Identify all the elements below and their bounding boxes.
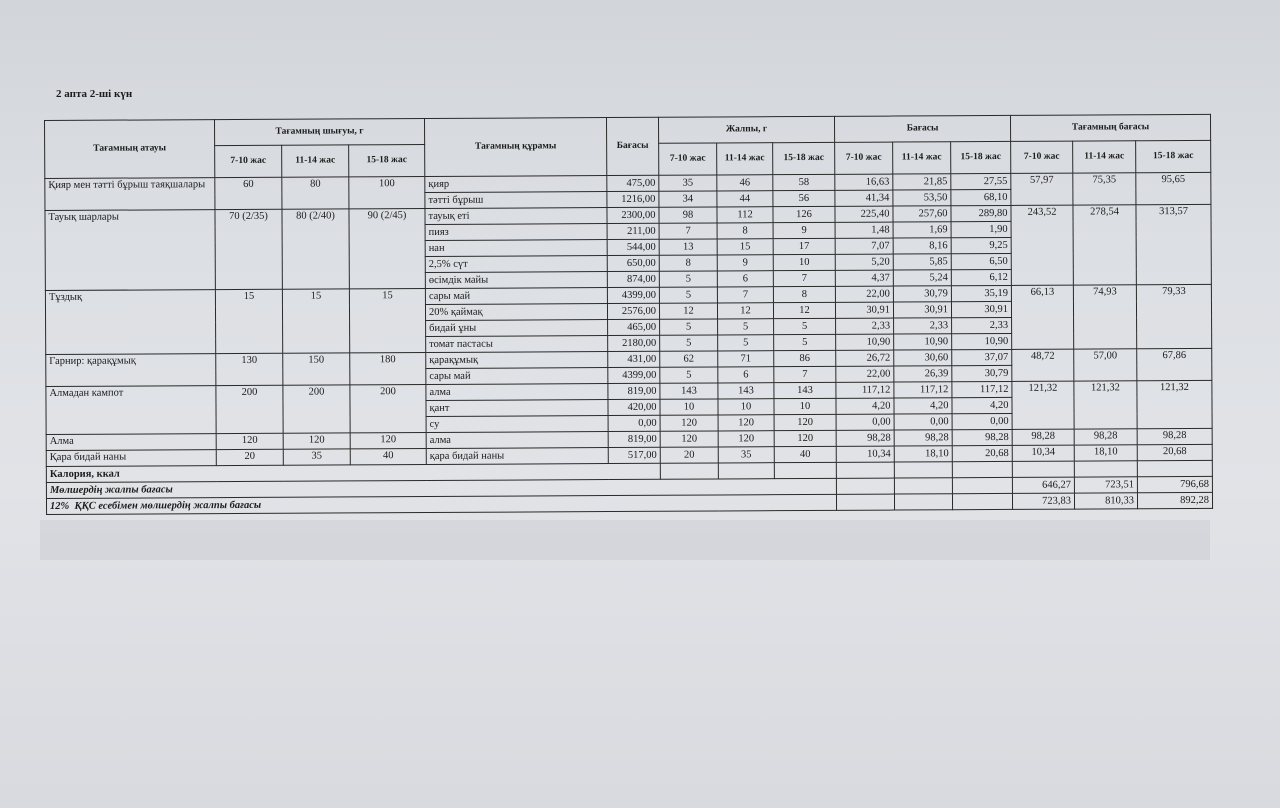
- group-price: 121,32: [1012, 381, 1074, 429]
- cost-value: 1,48: [835, 222, 893, 238]
- ingredient-price: 650,00: [607, 255, 659, 271]
- cost-value: 117,12: [836, 382, 894, 398]
- total-grams: 9: [773, 222, 835, 238]
- yield-value: 70 (2/35): [215, 209, 282, 289]
- cost-value: 7,07: [835, 238, 893, 254]
- total-grams: 8: [773, 286, 835, 302]
- cost-value: 5,20: [835, 254, 893, 270]
- ingredient-name: 20% қаймақ: [425, 304, 607, 321]
- ingredient-price: 2576,00: [607, 303, 659, 319]
- ingredient-price: 819,00: [608, 431, 660, 447]
- total-grams: 12: [773, 302, 835, 318]
- yield-value: 15: [282, 289, 349, 353]
- group-price: 95,65: [1136, 172, 1211, 204]
- total-grams: 120: [718, 415, 774, 431]
- total-grams: 143: [660, 383, 718, 399]
- empty-cell: [1137, 460, 1212, 476]
- yield-value: 60: [215, 177, 282, 209]
- ingredient-name: сары май: [425, 288, 607, 305]
- total-grams: 112: [717, 207, 773, 223]
- header-composition: Тағамның құрамы: [424, 118, 606, 177]
- total-grams: 7: [717, 287, 773, 303]
- age-header: 7-10 жас: [215, 145, 282, 177]
- age-header: 15-18 жас: [1136, 140, 1211, 172]
- group-price: 98,28: [1137, 428, 1212, 444]
- cost-value: 10,90: [894, 334, 952, 350]
- total-grams: 7: [774, 366, 836, 382]
- total-grams: 98: [659, 207, 717, 223]
- header-yield: Тағамның шығуы, г: [215, 119, 425, 146]
- food-name: Қара бидай наны: [46, 450, 216, 467]
- cost-value: 30,79: [893, 286, 951, 302]
- group-price: 57,00: [1074, 349, 1137, 381]
- group-price: 48,72: [1012, 349, 1074, 381]
- empty-cell: [894, 494, 952, 510]
- group-price: 10,34: [1012, 445, 1074, 461]
- ingredient-name: нан: [425, 240, 607, 257]
- cost-value: 0,00: [894, 414, 952, 430]
- age-header: 11-14 жас: [893, 142, 951, 174]
- cost-value: 8,16: [893, 238, 951, 254]
- yield-value: 200: [283, 385, 350, 433]
- cost-value: 98,28: [952, 429, 1012, 445]
- ingredient-name: тауық еті: [425, 208, 607, 225]
- cost-value: 22,00: [835, 286, 893, 302]
- total-grams: 120: [660, 415, 718, 431]
- cost-value: 37,07: [952, 349, 1012, 365]
- ingredient-price: 544,00: [607, 239, 659, 255]
- yield-value: 80: [282, 177, 349, 209]
- total-grams: 35: [718, 447, 774, 463]
- yield-value: 200: [216, 385, 283, 433]
- cost-value: 30,60: [894, 350, 952, 366]
- age-header: 15-18 жас: [773, 142, 835, 174]
- empty-cell: [1012, 461, 1074, 477]
- total-grams: 40: [774, 446, 836, 462]
- total-grams: 12: [717, 303, 773, 319]
- ingredient-price: 819,00: [608, 383, 660, 399]
- empty-cell: [952, 477, 1012, 493]
- cost-value: 4,37: [835, 270, 893, 286]
- yield-value: 40: [350, 449, 426, 465]
- total-grams: 34: [659, 191, 717, 207]
- vat-value: 810,33: [1074, 493, 1137, 509]
- yield-value: 20: [216, 449, 283, 465]
- header-total: Жалпы, г: [658, 116, 834, 143]
- total-grams: 120: [660, 431, 718, 447]
- cost-value: 21,85: [893, 174, 951, 190]
- total-grams: 7: [773, 270, 835, 286]
- cost-value: 6,50: [951, 253, 1011, 269]
- group-price: 121,32: [1137, 380, 1212, 428]
- ingredient-price: 517,00: [608, 447, 660, 463]
- total-grams: 20: [660, 447, 718, 463]
- cost-value: 10,34: [836, 446, 894, 462]
- food-name: Тауық шарлары: [45, 210, 215, 291]
- ingredient-price: 431,00: [608, 351, 660, 367]
- group-price: 18,10: [1074, 445, 1137, 461]
- ingredient-name: қарақұмық: [426, 352, 608, 369]
- ingredient-name: қияр: [425, 176, 607, 193]
- cost-value: 10,90: [952, 333, 1012, 349]
- total-grams: 8: [717, 223, 773, 239]
- total-grams: 17: [773, 238, 835, 254]
- yield-value: 150: [283, 353, 350, 385]
- yield-value: 130: [216, 353, 283, 385]
- total-grams: 10: [774, 398, 836, 414]
- empty-cell: [718, 463, 774, 479]
- ingredient-price: 475,00: [607, 175, 659, 191]
- cost-value: 30,91: [951, 301, 1011, 317]
- total-label: Мөлшердің жалпы бағасы: [46, 478, 836, 498]
- cost-value: 4,20: [894, 398, 952, 414]
- cost-value: 9,25: [951, 237, 1011, 253]
- ingredient-name: су: [426, 416, 608, 433]
- group-price: 278,54: [1073, 205, 1136, 285]
- ingredient-price: 4399,00: [607, 287, 659, 303]
- cost-value: 22,00: [836, 366, 894, 382]
- cost-value: 5,24: [893, 270, 951, 286]
- ingredient-name: алма: [426, 384, 608, 401]
- total-grams: 58: [773, 174, 835, 190]
- header-food-name: Тағамның атауы: [45, 120, 215, 179]
- age-header: 7-10 жас: [659, 143, 717, 175]
- total-grams: 86: [774, 350, 836, 366]
- total-grams: 15: [717, 239, 773, 255]
- total-grams: 71: [718, 351, 774, 367]
- total-grams: 5: [718, 319, 774, 335]
- ingredient-price: 4399,00: [608, 367, 660, 383]
- total-grams: 12: [659, 303, 717, 319]
- menu-table: [44, 114, 1213, 515]
- age-header: 7-10 жас: [835, 142, 893, 174]
- cost-value: 26,39: [894, 366, 952, 382]
- group-price: 74,93: [1073, 285, 1136, 349]
- yield-value: 200: [350, 385, 426, 433]
- total-grams: 62: [660, 351, 718, 367]
- age-header: 11-14 жас: [282, 145, 349, 177]
- total-grams: 5: [660, 367, 718, 383]
- total-value: 646,27: [1012, 477, 1074, 493]
- header-food-price: Тағамның бағасы: [1011, 114, 1211, 141]
- yield-value: 90 (2/45): [349, 209, 425, 289]
- age-header: 11-14 жас: [1073, 141, 1136, 173]
- total-grams: 9: [717, 255, 773, 271]
- total-grams: 143: [718, 383, 774, 399]
- total-grams: 5: [659, 287, 717, 303]
- group-price: 57,97: [1011, 173, 1073, 205]
- total-grams: 143: [774, 382, 836, 398]
- header-price: Бағасы: [606, 117, 658, 175]
- vat-value: 723,83: [1012, 493, 1074, 509]
- total-grams: 5: [774, 334, 836, 350]
- cost-value: 10,90: [836, 334, 894, 350]
- age-header: 7-10 жас: [1011, 141, 1073, 173]
- food-name: Гарнир: қарақұмық: [46, 354, 216, 387]
- yield-value: 120: [283, 433, 350, 449]
- total-grams: 8: [659, 255, 717, 271]
- group-price: 313,57: [1136, 204, 1211, 284]
- yield-value: 120: [216, 433, 283, 449]
- ingredient-price: 2180,00: [608, 335, 660, 351]
- total-value: 796,68: [1137, 476, 1212, 492]
- yield-value: 120: [350, 433, 426, 449]
- cost-value: 41,34: [835, 190, 893, 206]
- cost-value: 2,33: [836, 318, 894, 334]
- empty-cell: [836, 462, 894, 478]
- total-grams: 5: [659, 271, 717, 287]
- total-grams: 46: [717, 175, 773, 191]
- empty-cell: [836, 494, 894, 510]
- vat-label: 12% ҚҚС есебімен мөлшердің жалпы бағасы: [46, 494, 836, 514]
- ingredient-price: 420,00: [608, 399, 660, 415]
- total-grams: 120: [774, 430, 836, 446]
- group-price: 79,33: [1136, 284, 1211, 348]
- total-grams: 56: [773, 190, 835, 206]
- total-grams: 6: [717, 271, 773, 287]
- group-price: 98,28: [1012, 429, 1074, 445]
- ingredient-price: 465,00: [608, 319, 660, 335]
- cost-value: 289,80: [951, 205, 1011, 221]
- cost-value: 30,91: [893, 302, 951, 318]
- total-grams: 7: [659, 223, 717, 239]
- empty-cell: [836, 478, 894, 494]
- cost-value: 5,85: [893, 254, 951, 270]
- total-grams: 120: [774, 414, 836, 430]
- empty-cell: [894, 478, 952, 494]
- cost-value: 27,55: [951, 173, 1011, 189]
- age-header: 15-18 жас: [349, 145, 425, 177]
- empty-cell: [660, 463, 718, 479]
- group-price: 243,52: [1011, 205, 1073, 285]
- ingredient-price: 211,00: [607, 223, 659, 239]
- cost-value: 225,40: [835, 206, 893, 222]
- group-price: 67,86: [1137, 348, 1212, 380]
- total-value: 723,51: [1074, 477, 1137, 493]
- cost-value: 2,33: [952, 317, 1012, 333]
- total-grams: 120: [718, 431, 774, 447]
- ingredient-name: 2,5% сүт: [425, 256, 607, 273]
- empty-cell: [952, 493, 1012, 509]
- ingredient-name: сары май: [426, 368, 608, 385]
- total-grams: 44: [717, 191, 773, 207]
- vat-value: 892,28: [1137, 492, 1212, 508]
- cost-value: 30,79: [952, 365, 1012, 381]
- cost-value: 4,20: [952, 397, 1012, 413]
- cost-value: 53,50: [893, 190, 951, 206]
- cost-value: 30,91: [835, 302, 893, 318]
- cost-value: 20,68: [952, 445, 1012, 461]
- ingredient-price: 2300,00: [607, 207, 659, 223]
- cost-value: 117,12: [894, 382, 952, 398]
- food-name: Алмадан кампот: [46, 386, 216, 435]
- empty-cell: [894, 462, 952, 478]
- total-grams: 6: [718, 367, 774, 383]
- paper-shadow: [40, 520, 1210, 560]
- total-grams: 5: [718, 335, 774, 351]
- yield-value: 180: [350, 353, 426, 385]
- yield-value: 15: [349, 289, 425, 353]
- ingredient-name: алма: [426, 432, 608, 449]
- yield-value: 35: [283, 449, 350, 465]
- ingredient-price: 0,00: [608, 415, 660, 431]
- total-grams: 126: [773, 206, 835, 222]
- empty-cell: [952, 461, 1012, 477]
- cost-value: 18,10: [894, 446, 952, 462]
- total-grams: 13: [659, 239, 717, 255]
- cost-value: 68,10: [951, 189, 1011, 205]
- food-name: Қияр мен тәтті бұрыш таяқшалары: [45, 178, 215, 211]
- page-title: 2 апта 2-ші күн: [56, 88, 133, 100]
- cost-value: 26,72: [836, 350, 894, 366]
- ingredient-price: 1216,00: [607, 191, 659, 207]
- ingredient-name: тәтті бұрыш: [425, 192, 607, 209]
- cost-value: 4,20: [836, 398, 894, 414]
- total-grams: 10: [660, 399, 718, 415]
- calories-label: Калория, ккал: [46, 463, 660, 482]
- cost-value: 0,00: [952, 413, 1012, 429]
- yield-value: 15: [215, 289, 282, 353]
- table-body: [45, 172, 1213, 466]
- cost-value: 16,63: [835, 174, 893, 190]
- header-cost: Бағасы: [834, 115, 1010, 142]
- total-grams: 10: [773, 254, 835, 270]
- ingredient-name: пияз: [425, 224, 607, 241]
- group-price: 20,68: [1137, 444, 1212, 460]
- ingredient-name: бидай ұны: [426, 320, 608, 337]
- ingredient-name: қант: [426, 400, 608, 417]
- total-grams: 5: [660, 335, 718, 351]
- yield-value: 100: [349, 177, 425, 209]
- empty-cell: [774, 462, 836, 478]
- food-name: Тұздық: [45, 290, 215, 355]
- group-price: 75,35: [1073, 173, 1136, 205]
- group-price: 66,13: [1011, 285, 1073, 349]
- total-grams: 10: [718, 399, 774, 415]
- cost-value: 1,90: [951, 221, 1011, 237]
- total-grams: 5: [774, 318, 836, 334]
- cost-value: 1,69: [893, 222, 951, 238]
- cost-value: 98,28: [894, 430, 952, 446]
- ingredient-name: өсімдік майы: [425, 272, 607, 289]
- total-grams: 35: [659, 175, 717, 191]
- cost-value: 2,33: [894, 318, 952, 334]
- ingredient-price: 874,00: [607, 271, 659, 287]
- cost-value: 35,19: [951, 285, 1011, 301]
- ingredient-name: қара бидай наны: [426, 448, 608, 465]
- group-price: 121,32: [1074, 381, 1137, 429]
- empty-cell: [1074, 461, 1137, 477]
- cost-value: 257,60: [893, 206, 951, 222]
- total-grams: 5: [660, 319, 718, 335]
- cost-value: 98,28: [836, 430, 894, 446]
- cost-value: 6,12: [951, 269, 1011, 285]
- food-name: Алма: [46, 434, 216, 451]
- cost-value: 0,00: [836, 414, 894, 430]
- ingredient-name: томат пастасы: [426, 336, 608, 353]
- group-price: 98,28: [1074, 429, 1137, 445]
- cost-value: 117,12: [952, 381, 1012, 397]
- yield-value: 80 (2/40): [282, 209, 349, 289]
- age-header: 11-14 жас: [717, 143, 773, 175]
- age-header: 15-18 жас: [951, 141, 1011, 173]
